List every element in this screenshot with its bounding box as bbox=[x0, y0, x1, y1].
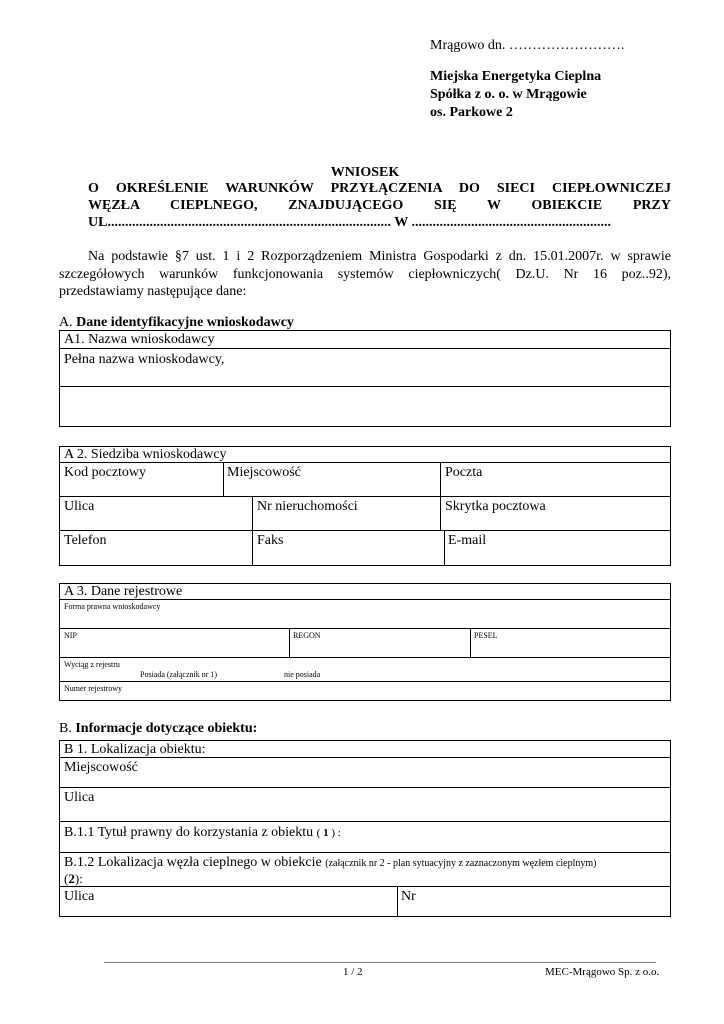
b12-street-field[interactable]: Ulica bbox=[64, 889, 95, 904]
intro-line-3: przedstawiamy następujące dane: bbox=[59, 284, 247, 299]
title-line-2: O OKREŚLENIE WARUNKÓW PRZYŁĄCZENIA DO SIECI CIEPŁOWNICZEJ bbox=[88, 181, 671, 196]
postal-code-field[interactable]: Kod pocztowy bbox=[64, 465, 147, 480]
legal-form-field[interactable]: Forma prawna wnioskodawcy bbox=[64, 602, 161, 611]
b12-ref-num: 2 bbox=[68, 871, 75, 886]
nip-field[interactable]: NIP bbox=[64, 631, 77, 640]
intro-line-2: szczegółowych warunków funkcjonowania systemów ciepłowniczych( Dz.U. Nr 16 poz..92), bbox=[59, 267, 671, 282]
section-a-heading bbox=[59, 314, 294, 331]
page-number: 1 / 2 bbox=[343, 966, 363, 978]
footer-divider bbox=[104, 962, 656, 963]
section-b-title: Informacje dotyczące obiektu: bbox=[75, 721, 258, 736]
registry-has-not-option[interactable]: nie posiada bbox=[284, 670, 321, 679]
document-title: WNIOSEK bbox=[330, 165, 400, 180]
title-line-4: UL................................................................................. W ......................................................... bbox=[88, 215, 611, 230]
registry-has-option[interactable]: Posiada (załącznik nr 1) bbox=[140, 670, 218, 679]
email-field[interactable]: E-mail bbox=[448, 533, 487, 548]
phone-field[interactable]: Telefon bbox=[64, 533, 107, 548]
b11-title-field[interactable] bbox=[64, 825, 341, 841]
b12-note: (załącznik nr 2 - plan sytuacyjny z zaznaczonym węzłem cieplnym) bbox=[325, 858, 597, 869]
b-box bbox=[59, 740, 671, 917]
b12-number-field[interactable]: Nr bbox=[401, 889, 416, 904]
b12-ref-open: ( bbox=[64, 871, 69, 886]
registry-extract-label: Wyciąg z rejestru bbox=[64, 660, 120, 669]
section-b-heading bbox=[59, 720, 257, 737]
b11-label: B.1.1 Tytuł prawny do korzystania z obiektu bbox=[64, 825, 314, 840]
place-date: Mrągowo dn. ……………………. bbox=[430, 38, 625, 53]
a2-box bbox=[59, 446, 671, 566]
b1-street-field[interactable]: Ulica bbox=[64, 790, 95, 805]
b12-location-label bbox=[64, 855, 597, 872]
intro-line-1: Na podstawie §7 ust. 1 i 2 Rozporządzeniem Ministra Gospodarki z dn. 15.01.2007r. w sprawie bbox=[88, 249, 671, 264]
city-field[interactable]: Miejscowość bbox=[227, 465, 301, 480]
fax-field[interactable]: Faks bbox=[257, 533, 284, 548]
b11-ref-open: ( bbox=[316, 827, 324, 839]
title-line-3: WĘZŁA CIEPLNEGO, ZNAJDUJĄCEGO SIĘ W OBIEKCIE PRZY bbox=[88, 198, 671, 213]
b11-ref-num: 1 bbox=[323, 827, 329, 839]
pesel-field[interactable]: PESEL bbox=[474, 631, 498, 640]
section-b-prefix: B. bbox=[59, 721, 72, 736]
a1-box bbox=[59, 330, 671, 427]
po-box-field[interactable]: Skrytka pocztowa bbox=[445, 499, 546, 514]
b1-city-field[interactable]: Miejscowość bbox=[64, 760, 138, 775]
a2-title: A 2. Siedziba wnioskodawcy bbox=[64, 447, 227, 462]
footer-company: MEC-Mrągowo Sp. z o.o. bbox=[545, 966, 660, 978]
recipient-line-1: Miejska Energetyka Cieplna bbox=[430, 69, 602, 84]
section-a-prefix: A. bbox=[59, 315, 73, 330]
street-field[interactable]: Ulica bbox=[64, 499, 95, 514]
b11-ref-close: ) : bbox=[328, 827, 341, 839]
post-field[interactable]: Poczta bbox=[445, 465, 483, 480]
a1-title: A1. Nazwa wnioskodawcy bbox=[64, 332, 215, 347]
a1-full-name-label[interactable]: Pełna nazwa wnioskodawcy, bbox=[64, 352, 225, 367]
section-a-title: Dane identyfikacyjne wnioskodawcy bbox=[76, 315, 294, 330]
a3-title: A 3. Dane rejestrowe bbox=[64, 584, 183, 599]
regon-field[interactable]: REGON bbox=[293, 631, 321, 640]
recipient-line-3: os. Parkowe 2 bbox=[430, 105, 513, 120]
b12-ref bbox=[64, 871, 83, 887]
b12-ref-close: ): bbox=[74, 871, 83, 886]
property-number-field[interactable]: Nr nieruchomości bbox=[257, 499, 358, 514]
registry-number-field[interactable]: Numer rejestrowy bbox=[64, 684, 122, 693]
a3-box bbox=[59, 583, 671, 701]
recipient-line-2: Spółka z o. o. w Mrągowie bbox=[430, 87, 587, 102]
b1-title: B 1. Lokalizacja obiektu: bbox=[64, 742, 206, 757]
b12-label: B.1.2 Lokalizacja węzła cieplnego w obiekcie bbox=[64, 855, 322, 870]
